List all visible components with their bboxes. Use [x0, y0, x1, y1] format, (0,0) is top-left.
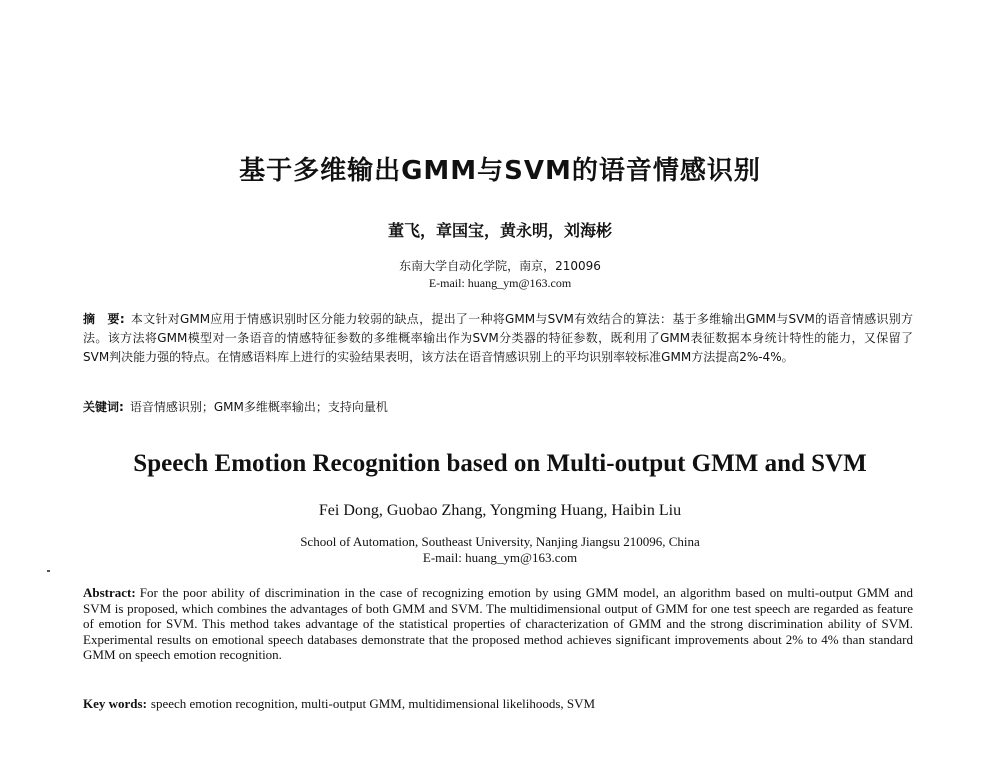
chinese-title: 基于多维输出GMM与SVM的语音情感识别: [239, 156, 761, 186]
english-authors: Fei Dong, Guobao Zhang, Yongming Huang, Haibin Liu: [318, 502, 682, 519]
english-keywords: [83, 696, 913, 712]
chinese-keywords-label: 关键词:: [83, 400, 124, 414]
english-affiliation: School of Automation, Southeast University, Nanjing Jiangsu 210096, China: [300, 534, 700, 549]
margin-mark: [47, 570, 50, 572]
chinese-abstract-text: 本文针对GMM应用于情感识别时区分能力较弱的缺点，提出了一种将GMM与SVM有效结合的算法：基于多维输出GMM与SVM的语音情感识别方法。该方法将GMM模型对一条语音的情感特征参数的多维概率输出作为SVM分类器的特征参数，既利用了GMM表征数据本身统计特性的能力，又保留了SVM判决能力强的特点。在情感语料库上进行的实验结果表明，该方法在语音情感识别上的平均识别率较标准GMM方法提高2%-4%。: [83, 312, 913, 364]
chinese-keywords: [83, 398, 913, 417]
chinese-affiliation-block: [0, 258, 1000, 292]
english-affiliation-block: [0, 534, 1000, 566]
chinese-abstract: [83, 310, 913, 367]
english-abstract-label: Abstract:: [83, 585, 136, 600]
english-abstract-text: For the poor ability of discrimination in the case of recognizing emotion by using GMM model, an algorithm based on multi-output GMM and SVM is proposed, which combines the advantages of both GMM and SVM. The multidimensional output of GMM for one test speech are regarded as feature of emotion for SVM. This method takes advantage of the statistical properties of characterization of GMM and the strong discrimination ability of SVM. Experimental results on emotional speech databases demonstrate that the proposed method achieves significant improvements about 2% to 4% than standard GMM on speech emotion recognition.: [83, 585, 913, 663]
chinese-abstract-label: 摘 要:: [83, 312, 125, 326]
chinese-keywords-text: 语音情感识别；GMM多维概率输出；支持向量机: [129, 400, 388, 414]
english-keywords-text: speech emotion recognition, multi-output GMM, multidimensional likelihoods, SVM: [150, 696, 596, 711]
chinese-email: E-mail: huang_ym@163.com: [428, 276, 572, 290]
chinese-authors: 董飞，章国宝，黄永明，刘海彬: [387, 221, 612, 240]
chinese-affiliation: 东南大学自动化学院，南京，210096: [399, 259, 601, 273]
english-abstract: [83, 585, 913, 663]
english-email: E-mail: huang_ym@163.com: [422, 550, 578, 565]
english-title: Speech Emotion Recognition based on Multi-output GMM and SVM: [133, 450, 867, 477]
english-keywords-label: Key words:: [83, 696, 147, 711]
